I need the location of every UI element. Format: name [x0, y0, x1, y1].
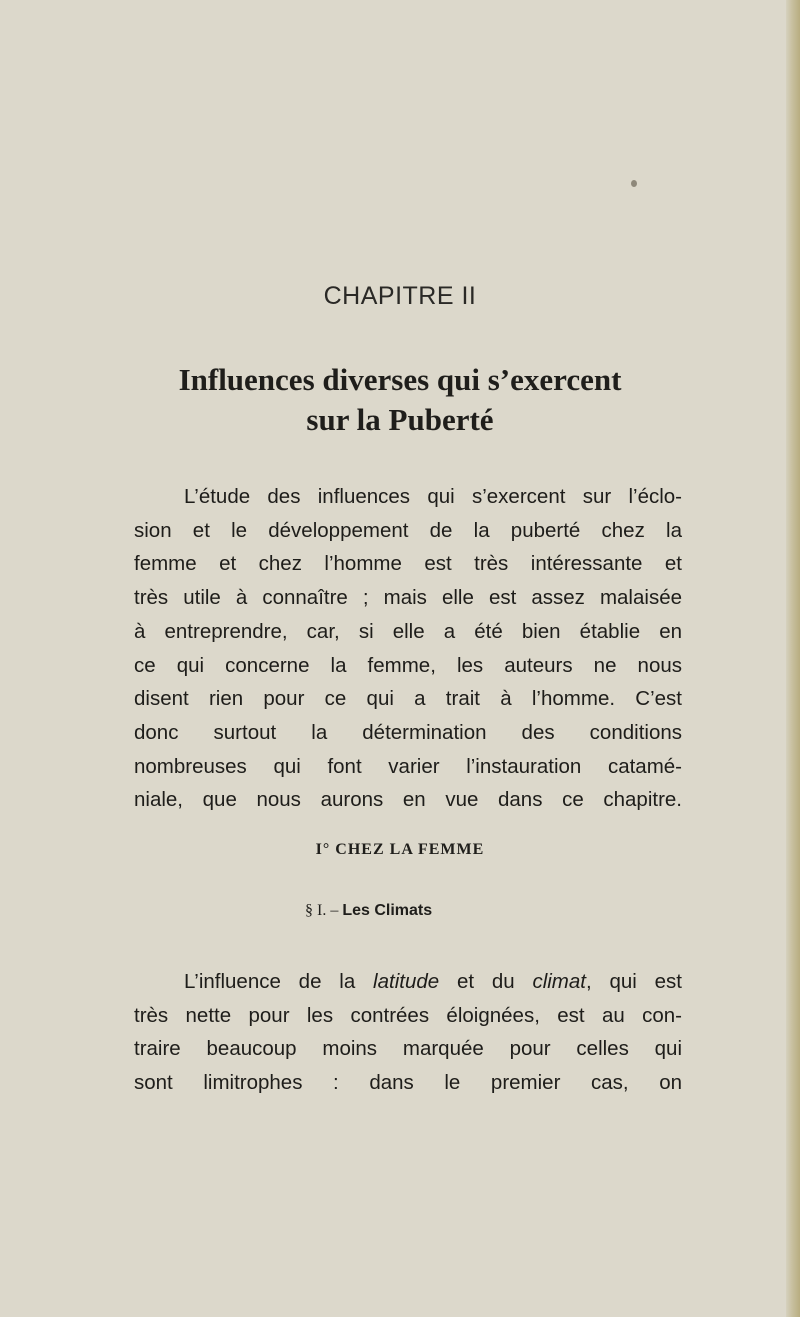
paragraph-line: femme et chez l’homme est très intéressante et [134, 552, 682, 576]
paragraph-line: nombreuses qui font varier l’instauration catamé- [134, 754, 682, 778]
text-run: , qui est [586, 970, 682, 993]
paragraph-intro [134, 480, 682, 817]
paragraph-line: très nette pour les contrées éloignées, est au con- [134, 1003, 682, 1027]
chapter-title-line-1: Influences diverses qui s’exercent [178, 362, 622, 397]
paragraph-line: sion et le développement de la puberté chez la [134, 518, 682, 542]
paragraph-line: disent rien pour ce qui a trait à l’homme. C’est [134, 687, 682, 711]
page-edge [786, 0, 800, 1317]
chapter-title-line-2: sur la Puberté [306, 402, 494, 437]
paragraph-climats [134, 965, 682, 1100]
paragraph-line: traire beaucoup moins marquée pour celles qui [134, 1037, 682, 1061]
section-heading: I° CHEZ LA FEMME [315, 841, 485, 858]
text-run: et du [439, 970, 533, 993]
italic-term-latitude: latitude [373, 970, 440, 993]
paper-spot [631, 180, 637, 187]
paragraph-line: niale, que nous aurons en vue dans ce chapitre. [134, 788, 682, 812]
paragraph-line: sont limitrophes : dans le premier cas, on [134, 1071, 682, 1095]
paragraph-line: L’étude des influences qui s’exercent sur l’éclo- [184, 485, 682, 508]
subsection-prefix: § I. – [305, 902, 339, 919]
paragraph-line: donc surtout la détermination des conditions [134, 720, 682, 744]
chapter-title [0, 360, 800, 440]
paragraph-line: à entreprendre, car, si elle a été bien établie en [134, 619, 682, 643]
subsection-title: Les Climats [342, 902, 433, 919]
chapter-label: CHAPITRE II [323, 282, 477, 310]
text-run: L’influence de la [184, 970, 374, 993]
paragraph-line: très utile à connaître ; mais elle est assez malaisée [134, 586, 682, 610]
paragraph-line: ce qui concerne la femme, les auteurs ne nous [134, 653, 682, 677]
paragraph-line [134, 965, 682, 999]
italic-term-climat: climat [532, 970, 586, 993]
subsection-heading [305, 902, 432, 920]
